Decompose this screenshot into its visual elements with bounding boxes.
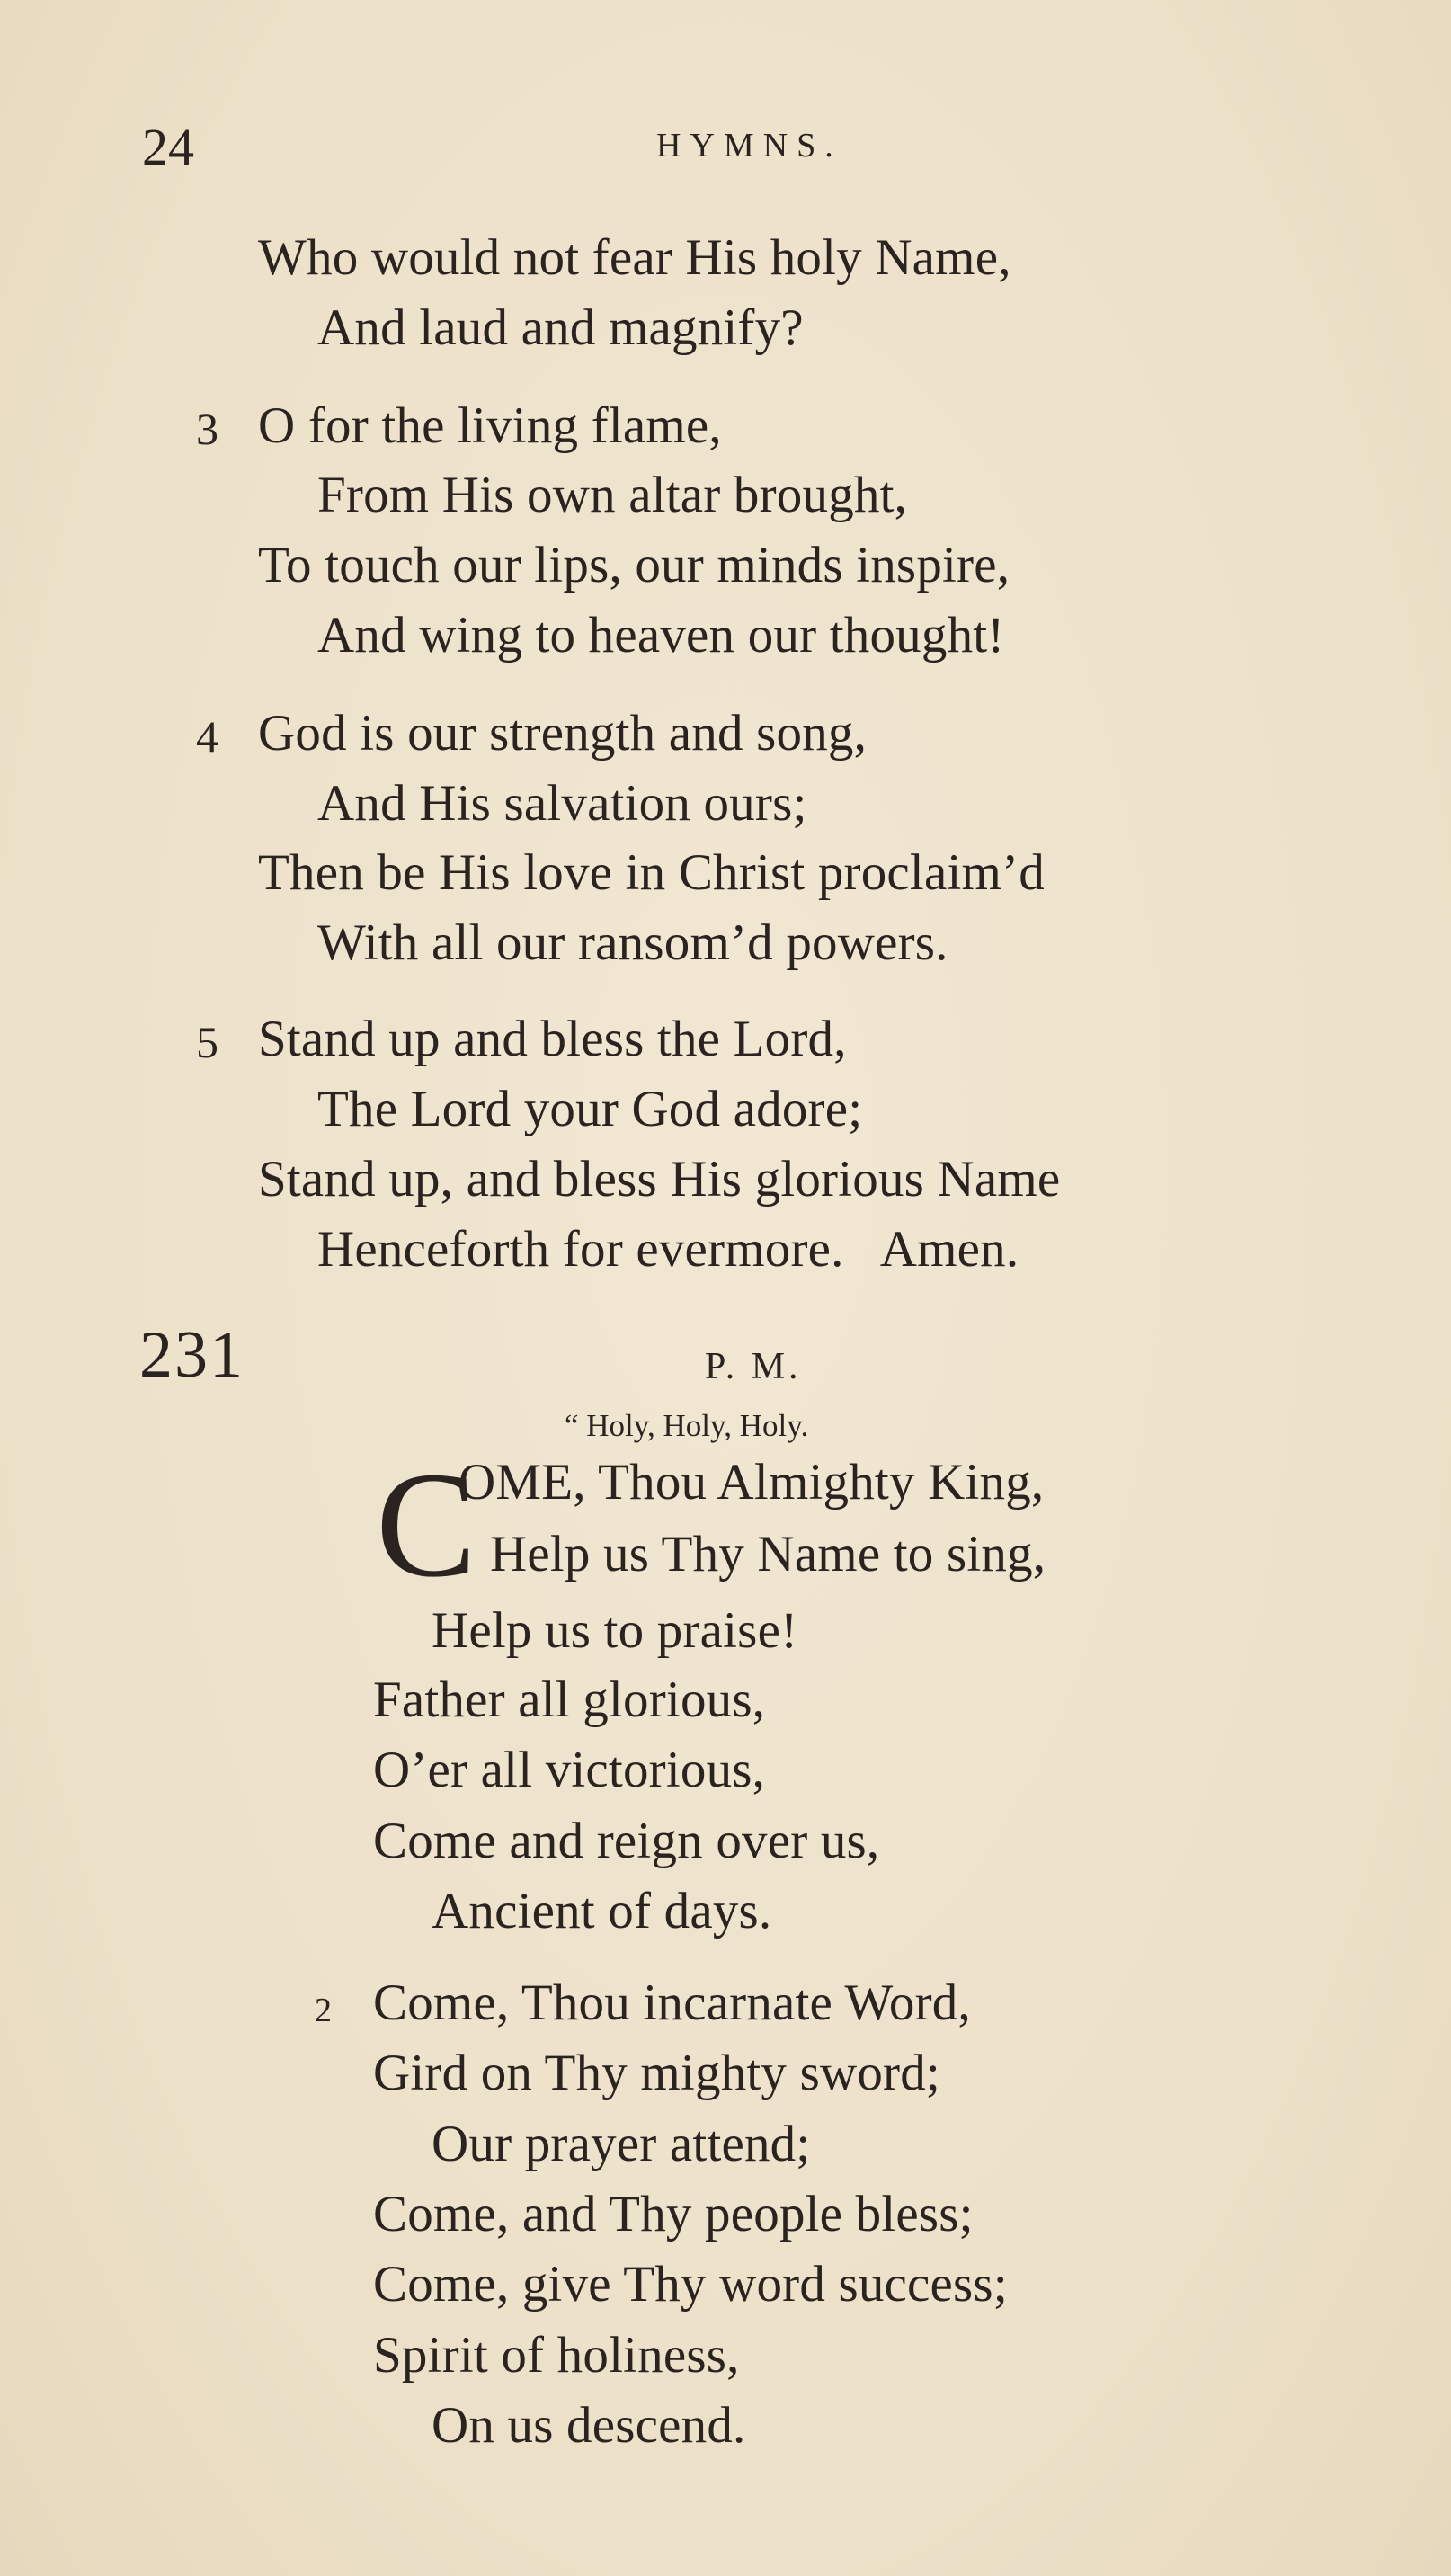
verse-number: 4 (196, 711, 218, 762)
verse-line: OME, Thou Almighty King, (458, 1454, 1045, 1511)
verse-line: Help us Thy Name to sing, (490, 1526, 1046, 1582)
verse-line: And laud and magnify? (317, 299, 804, 356)
verse-line: To touch our lips, our minds inspire, (258, 537, 1010, 593)
verse-line: Stand up and bless the Lord, (258, 1011, 847, 1067)
verse-line: Who would not fear His holy Name, (258, 229, 1011, 286)
hymn-meter: P. M. (705, 1346, 802, 1387)
hymn-number: 231 (139, 1318, 245, 1392)
verse-line: Come, Thou incarnate Word, (373, 1974, 971, 2031)
running-title: HYMNS. (656, 127, 842, 165)
verse-line: Gird on Thy mighty sword; (373, 2045, 940, 2101)
verse-line: With all our ransom’d powers. (317, 914, 948, 971)
verse-line: Ancient of days. (432, 1883, 772, 1939)
tune-name: “ Holy, Holy, Holy. (565, 1408, 809, 1443)
verse-line: Spirit of holiness, (373, 2327, 740, 2384)
verse-line: Come, and Thy people bless; (373, 2186, 974, 2242)
verse-line: Come, give Thy word success; (373, 2256, 1008, 2313)
verse-line: God is our strength and song, (258, 705, 868, 762)
drop-cap: C (376, 1441, 477, 1609)
verse-line: Help us to praise! (432, 1602, 798, 1659)
verse-line: And wing to heaven our thought! (317, 607, 1005, 664)
verse-line: And His salvation ours; (317, 775, 807, 832)
verse-line: Stand up, and bless His glorious Name (258, 1151, 1061, 1208)
verse-line: Then be His love in Christ proclaim’d (258, 844, 1045, 901)
verse-line: The Lord your God adore; (317, 1081, 863, 1137)
verse-line: Come and reign over us, (373, 1813, 880, 1869)
verse-line: Henceforth for evermore. Amen. (317, 1221, 1019, 1278)
verse-number: 3 (196, 404, 218, 454)
verse-line: O’er all victorious, (373, 1742, 766, 1798)
verse-line: Father all glorious, (373, 1671, 766, 1728)
page-number: 24 (142, 118, 194, 176)
verse-number: 2 (315, 1992, 332, 2029)
verse-line: O for the living flame, (258, 397, 722, 454)
verse-number: 5 (196, 1017, 218, 1067)
verse-line: From His own altar brought, (317, 467, 908, 523)
verse-line: Our prayer attend; (432, 2116, 811, 2172)
verse-line: On us descend. (432, 2397, 746, 2454)
